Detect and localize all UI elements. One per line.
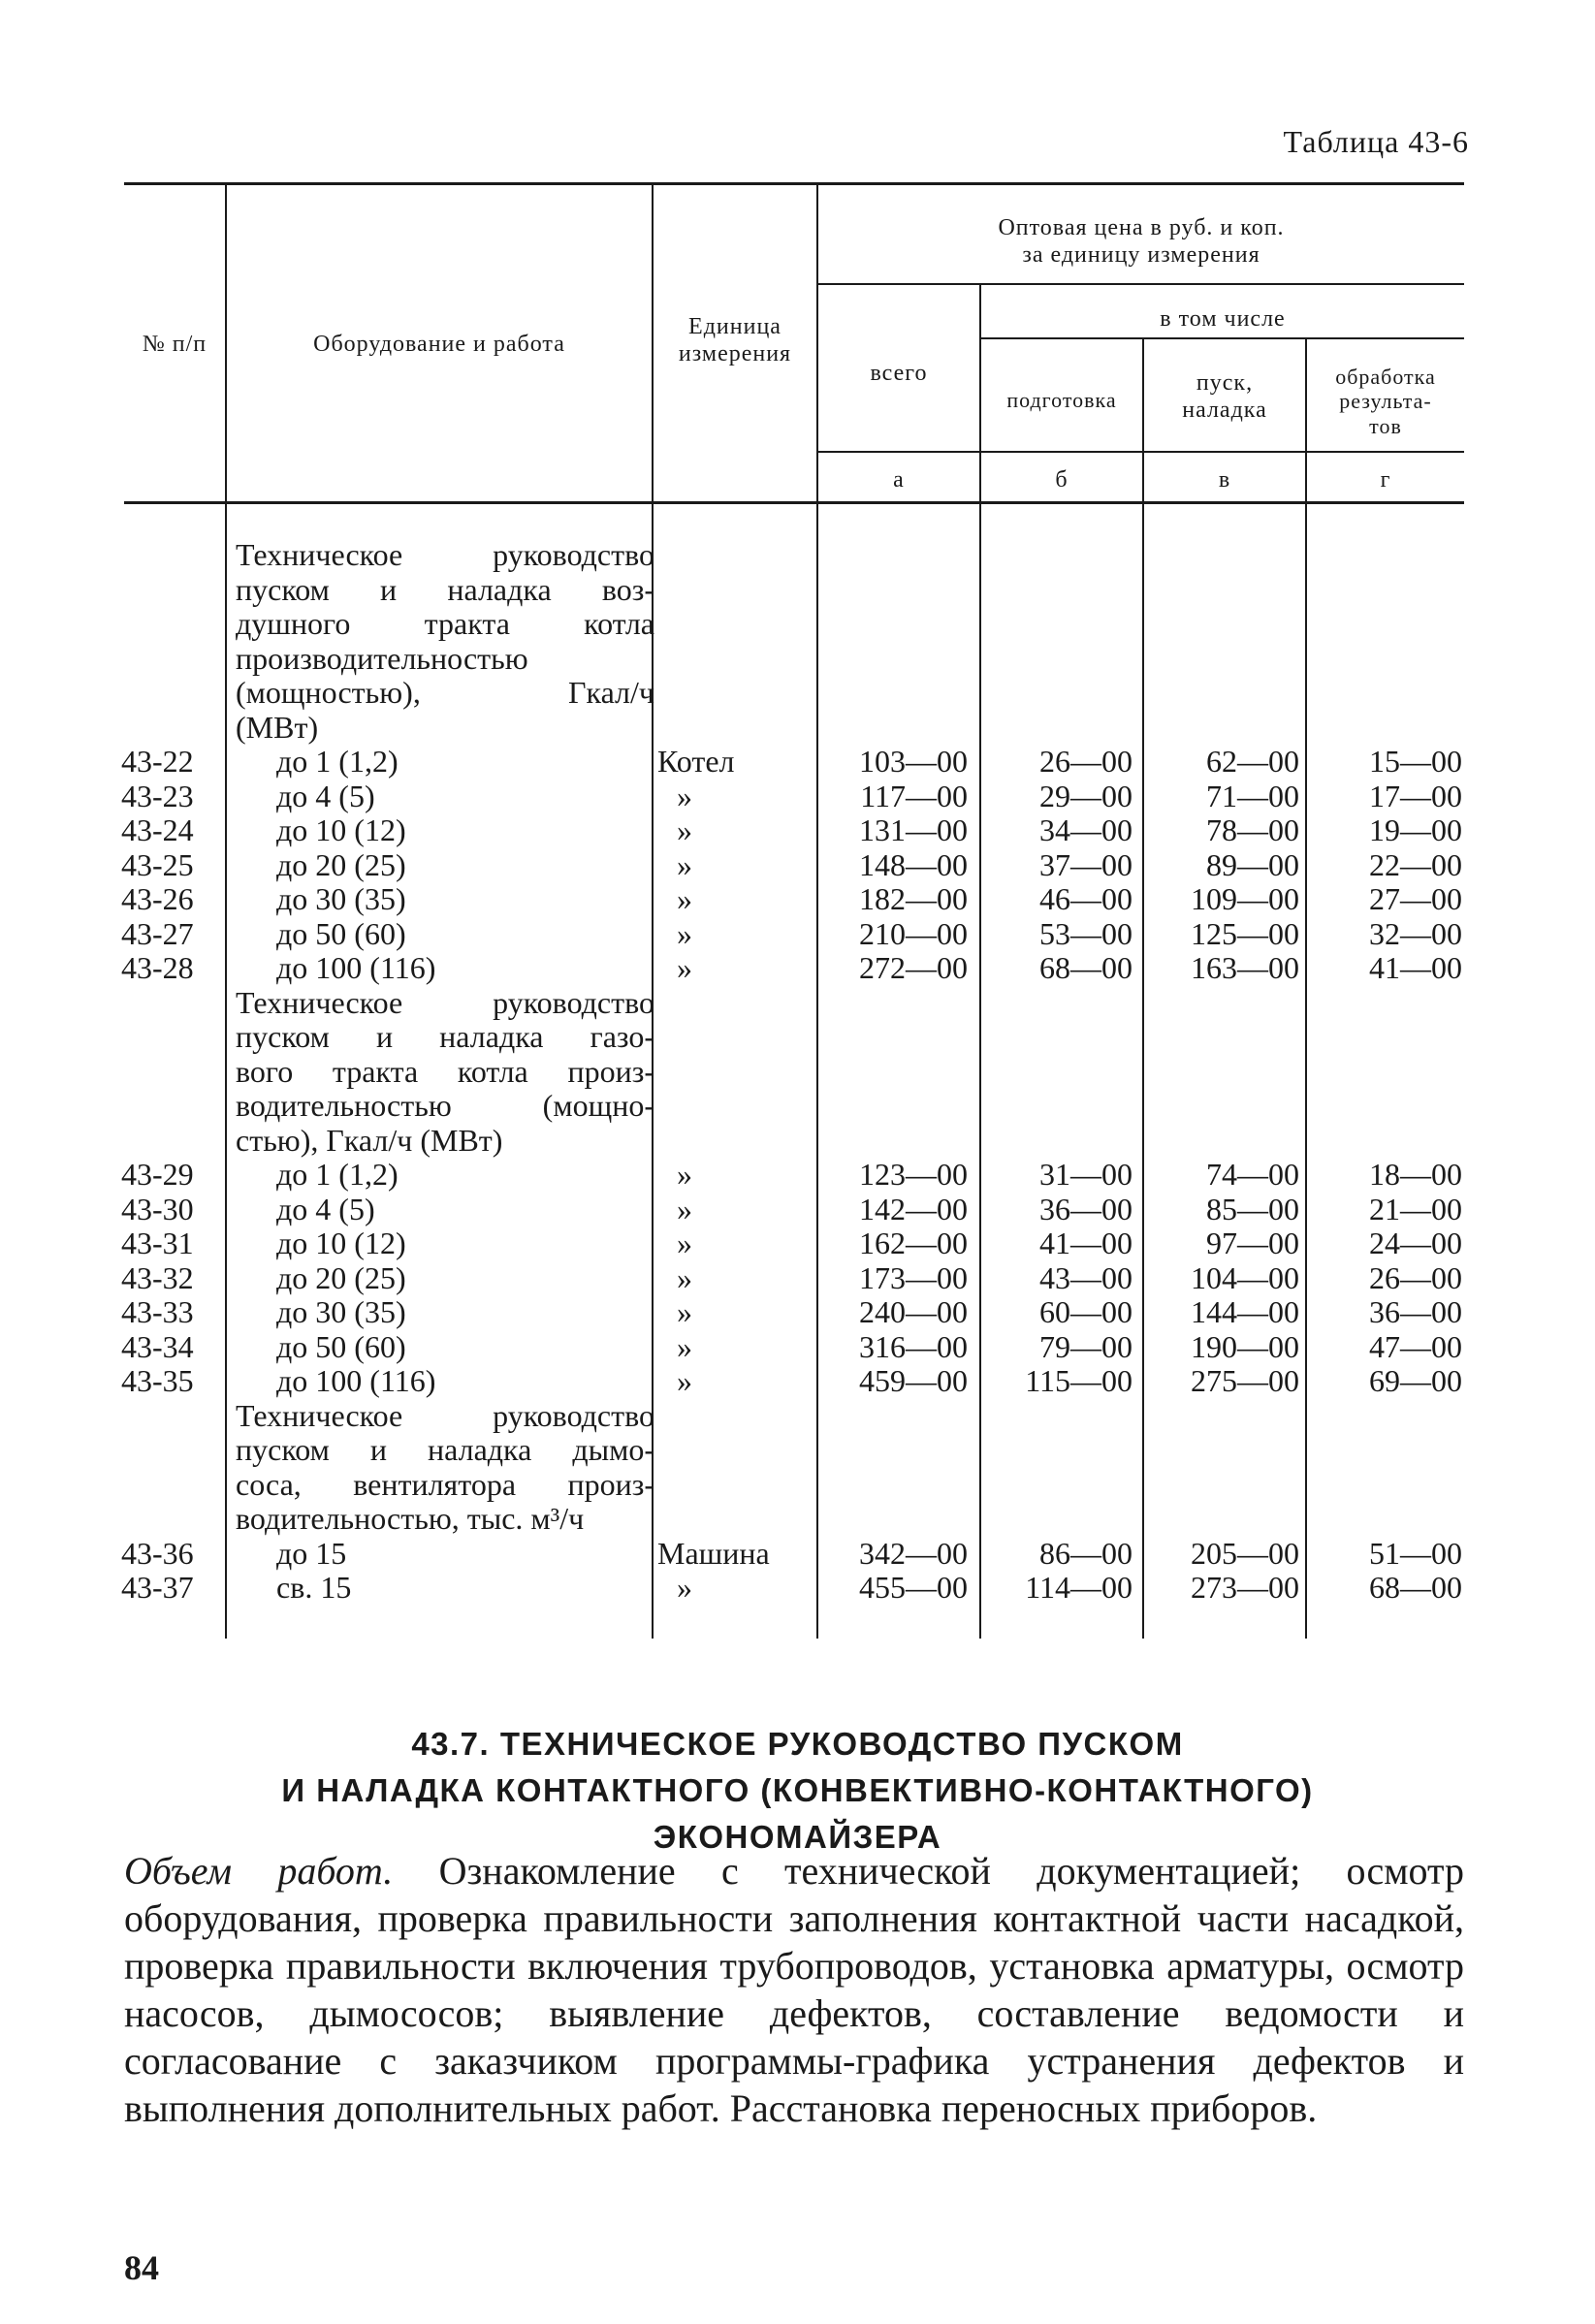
table-row xyxy=(0,848,1595,883)
row-price-prep: 34—00 xyxy=(1039,812,1132,847)
row-unit: » xyxy=(677,1328,692,1364)
row-price-prep: 53—00 xyxy=(1039,915,1132,951)
row-equipment: до 30 (35) xyxy=(276,1294,406,1329)
table-body xyxy=(0,538,1595,1606)
table-row xyxy=(0,882,1595,917)
row-number: 43-33 xyxy=(121,1294,194,1329)
header-start xyxy=(1144,370,1305,424)
row-price-start: 78—00 xyxy=(1206,812,1299,847)
table-row xyxy=(0,1193,1595,1227)
row-price-results: 36—00 xyxy=(1369,1294,1462,1329)
header-num: № п/п xyxy=(142,332,207,357)
row-price-start: 109—00 xyxy=(1191,881,1299,916)
group-heading-row xyxy=(0,1020,1595,1055)
row-number: 43-26 xyxy=(121,881,194,916)
group-heading-line: производительностью xyxy=(236,640,528,676)
row-price-start: 97—00 xyxy=(1206,1226,1299,1260)
table-row xyxy=(0,951,1595,986)
group-heading-line: стью), Гкал/ч (МВт) xyxy=(236,1122,503,1158)
row-unit: » xyxy=(677,1157,692,1192)
row-equipment: до 50 (60) xyxy=(276,915,406,951)
row-unit: Машина xyxy=(657,1535,770,1571)
price-group-rule xyxy=(816,283,1464,285)
row-price-prep: 115—00 xyxy=(1025,1363,1132,1398)
group-heading-line: (МВт) xyxy=(236,709,319,745)
group-heading-row xyxy=(0,642,1595,677)
including-rule xyxy=(979,337,1464,339)
row-price-prep: 29—00 xyxy=(1039,778,1132,813)
row-unit: » xyxy=(677,1294,692,1329)
row-unit: » xyxy=(677,778,692,813)
row-number: 43-29 xyxy=(121,1157,194,1192)
row-price-results: 22—00 xyxy=(1369,846,1462,882)
group-heading-line: пуском и наладка газо- xyxy=(236,1019,654,1054)
header-prep: подготовка xyxy=(1006,388,1117,412)
table-row xyxy=(0,1330,1595,1365)
header-price-group xyxy=(818,215,1464,269)
row-equipment: до 4 (5) xyxy=(276,778,375,813)
table-row xyxy=(0,1571,1595,1606)
header-code-v: в xyxy=(1218,467,1231,493)
row-price-total: 210—00 xyxy=(859,915,968,951)
table-row xyxy=(0,1261,1595,1296)
row-price-results: 41—00 xyxy=(1369,950,1462,985)
row-unit: » xyxy=(677,881,692,916)
row-number: 43-28 xyxy=(121,950,194,985)
table-label: Таблица 43-6 xyxy=(1283,124,1469,159)
group-heading-row xyxy=(0,607,1595,642)
body-text: Ознакомление с технической документацией; осмотр оборудования, проверка правильности заполнения контактной части насадкой, проверка правильности включения трубопроводов, установка арматуры, осмотр насосов, дымососов; выявление дефектов, составление ведомости и согласование с заказчиком программы-графика устранения дефектов и выполнения дополнительных работ. Расстановка переносных приборов. xyxy=(124,1849,1464,2130)
table-row xyxy=(0,1226,1595,1261)
row-unit: » xyxy=(677,1226,692,1260)
row-price-results: 68—00 xyxy=(1369,1570,1462,1605)
header-start-line1: пуск, xyxy=(1196,370,1254,396)
header-price-line2: за единицу измерения xyxy=(1022,241,1260,268)
row-unit: » xyxy=(677,950,692,985)
section-title-line2: И НАЛАДКА КОНТАКТНОГО (КОНВЕКТИВНО-КОНТАКТНОГО) xyxy=(281,1772,1314,1808)
row-price-start: 85—00 xyxy=(1206,1191,1299,1226)
group-heading-row xyxy=(0,538,1595,573)
row-price-start: 205—00 xyxy=(1191,1535,1299,1571)
row-equipment: до 20 (25) xyxy=(276,846,406,882)
header-total: всего xyxy=(870,361,928,386)
row-price-start: 74—00 xyxy=(1206,1157,1299,1192)
row-unit: » xyxy=(677,1570,692,1605)
row-price-results: 15—00 xyxy=(1369,744,1462,779)
section-title-line1: 43.7. ТЕХНИЧЕСКОЕ РУКОВОДСТВО ПУСКОМ xyxy=(411,1726,1184,1762)
group-heading-line: водительностью (мощно- xyxy=(236,1088,654,1123)
group-heading-row xyxy=(0,676,1595,711)
row-price-prep: 26—00 xyxy=(1039,744,1132,779)
row-price-results: 21—00 xyxy=(1369,1191,1462,1226)
row-price-prep: 79—00 xyxy=(1039,1328,1132,1364)
body-label: Объем работ. xyxy=(124,1849,394,1893)
table-row xyxy=(0,1295,1595,1330)
table-row xyxy=(0,780,1595,814)
page-number: 84 xyxy=(124,2248,159,2287)
row-price-start: 273—00 xyxy=(1191,1570,1299,1605)
row-number: 43-36 xyxy=(121,1535,194,1571)
section-title xyxy=(155,1721,1440,1861)
row-price-total: 123—00 xyxy=(859,1157,968,1192)
group-heading-row xyxy=(0,711,1595,746)
header-unit-line2: измерения xyxy=(678,340,792,366)
row-number: 43-23 xyxy=(121,778,194,813)
row-price-prep: 31—00 xyxy=(1039,1157,1132,1192)
row-number: 43-30 xyxy=(121,1191,194,1226)
row-price-prep: 37—00 xyxy=(1039,846,1132,882)
row-equipment: до 50 (60) xyxy=(276,1328,406,1364)
row-price-prep: 68—00 xyxy=(1039,950,1132,985)
row-equipment: св. 15 xyxy=(276,1570,352,1605)
group-heading-row xyxy=(0,1124,1595,1159)
row-price-total: 342—00 xyxy=(859,1535,968,1571)
row-number: 43-37 xyxy=(121,1570,194,1605)
row-price-results: 24—00 xyxy=(1369,1226,1462,1260)
row-price-total: 162—00 xyxy=(859,1226,968,1260)
row-price-results: 47—00 xyxy=(1369,1328,1462,1364)
row-price-total: 459—00 xyxy=(859,1363,968,1398)
row-number: 43-27 xyxy=(121,915,194,951)
row-price-prep: 36—00 xyxy=(1039,1191,1132,1226)
row-unit: » xyxy=(677,1259,692,1295)
section-body xyxy=(124,1847,1464,2132)
group-heading-line: душного тракта котла xyxy=(236,606,654,641)
row-price-total: 182—00 xyxy=(859,881,968,916)
row-price-total: 131—00 xyxy=(859,812,968,847)
row-price-results: 27—00 xyxy=(1369,881,1462,916)
row-price-total: 173—00 xyxy=(859,1259,968,1295)
row-price-total: 142—00 xyxy=(859,1191,968,1226)
row-price-total: 103—00 xyxy=(859,744,968,779)
header-unit-line1: Единица xyxy=(688,314,782,339)
row-price-results: 26—00 xyxy=(1369,1259,1462,1295)
group-heading-row xyxy=(0,1055,1595,1090)
group-heading-row xyxy=(0,1433,1595,1468)
row-price-results: 51—00 xyxy=(1369,1535,1462,1571)
row-unit: » xyxy=(677,1191,692,1226)
row-unit: » xyxy=(677,846,692,882)
row-price-results: 32—00 xyxy=(1369,915,1462,951)
header-code-g: г xyxy=(1380,467,1391,493)
row-number: 43-22 xyxy=(121,744,194,779)
row-price-prep: 41—00 xyxy=(1039,1226,1132,1260)
row-number: 43-31 xyxy=(121,1226,194,1260)
row-price-results: 17—00 xyxy=(1369,778,1462,813)
row-price-total: 272—00 xyxy=(859,950,968,985)
row-price-start: 275—00 xyxy=(1191,1363,1299,1398)
row-equipment: до 100 (116) xyxy=(276,1363,436,1398)
row-number: 43-32 xyxy=(121,1259,194,1295)
row-price-start: 163—00 xyxy=(1191,950,1299,985)
row-price-prep: 46—00 xyxy=(1039,881,1132,916)
table-row xyxy=(0,745,1595,780)
row-equipment: до 10 (12) xyxy=(276,812,406,847)
row-equipment: до 30 (35) xyxy=(276,881,406,916)
row-unit: » xyxy=(677,915,692,951)
group-heading-line: Техническое руководство xyxy=(236,537,654,572)
table-row xyxy=(0,1537,1595,1572)
subheader-rule xyxy=(816,451,1464,453)
group-heading-row xyxy=(0,1399,1595,1434)
group-heading-line: Техническое руководство xyxy=(236,984,654,1020)
row-equipment: до 20 (25) xyxy=(276,1259,406,1295)
header-code-b: б xyxy=(1055,467,1069,493)
row-unit: Котел xyxy=(657,744,735,779)
row-equipment: до 1 (1,2) xyxy=(276,1157,399,1192)
row-number: 43-35 xyxy=(121,1363,194,1398)
row-price-prep: 86—00 xyxy=(1039,1535,1132,1571)
row-unit: » xyxy=(677,1363,692,1398)
table-row xyxy=(0,1158,1595,1193)
row-price-total: 148—00 xyxy=(859,846,968,882)
group-heading-row xyxy=(0,1089,1595,1124)
table-row xyxy=(0,1364,1595,1399)
header-including: в том числе xyxy=(1160,306,1286,332)
group-heading-line: вого тракта котла произ- xyxy=(236,1053,654,1089)
row-number: 43-24 xyxy=(121,812,194,847)
header-results xyxy=(1307,365,1464,438)
row-price-start: 125—00 xyxy=(1191,915,1299,951)
row-equipment: до 15 xyxy=(276,1535,347,1571)
group-heading-line: Техническое руководство xyxy=(236,1397,654,1433)
row-price-results: 19—00 xyxy=(1369,812,1462,847)
header-unit xyxy=(654,314,816,367)
group-heading-row xyxy=(0,1502,1595,1537)
header-results-line3: тов xyxy=(1369,413,1402,438)
row-equipment: до 100 (116) xyxy=(276,950,436,985)
row-price-total: 240—00 xyxy=(859,1294,968,1329)
group-heading-row xyxy=(0,986,1595,1021)
row-price-start: 104—00 xyxy=(1191,1259,1299,1295)
row-unit: » xyxy=(677,812,692,847)
row-equipment: до 10 (12) xyxy=(276,1226,406,1260)
table-top-rule xyxy=(124,182,1464,185)
row-price-results: 69—00 xyxy=(1369,1363,1462,1398)
row-price-start: 190—00 xyxy=(1191,1328,1299,1364)
header-price-line1: Оптовая цена в руб. и коп. xyxy=(998,215,1285,240)
table-row xyxy=(0,813,1595,848)
row-price-start: 62—00 xyxy=(1206,744,1299,779)
table-row xyxy=(0,917,1595,952)
row-equipment: до 1 (1,2) xyxy=(276,744,399,779)
group-heading-line: водительностью, тыс. м³/ч xyxy=(236,1501,585,1536)
header-start-line2: наладка xyxy=(1182,397,1267,423)
group-heading-row xyxy=(0,1468,1595,1503)
header-results-line2: результа- xyxy=(1339,389,1432,414)
row-price-total: 455—00 xyxy=(859,1570,968,1605)
group-heading-row xyxy=(0,573,1595,608)
row-price-prep: 43—00 xyxy=(1039,1259,1132,1295)
header-bottom-rule xyxy=(124,501,1464,504)
row-number: 43-25 xyxy=(121,846,194,882)
row-price-prep: 60—00 xyxy=(1039,1294,1132,1329)
row-price-total: 117—00 xyxy=(860,778,968,813)
row-price-total: 316—00 xyxy=(859,1328,968,1364)
row-number: 43-34 xyxy=(121,1328,194,1364)
header-code-a: а xyxy=(893,467,905,493)
group-heading-line: пуском и наладка воз- xyxy=(236,571,654,607)
group-heading-line: соса, вентилятора произ- xyxy=(236,1466,654,1502)
section-title-line3: ЭКОНОМАЙЗЕРА xyxy=(653,1819,942,1855)
group-heading-line: пуском и наладка дымо- xyxy=(236,1432,654,1467)
row-price-start: 89—00 xyxy=(1206,846,1299,882)
row-price-start: 71—00 xyxy=(1206,778,1299,813)
header-equipment: Оборудование и работа xyxy=(313,332,565,357)
row-equipment: до 4 (5) xyxy=(276,1191,375,1226)
row-price-results: 18—00 xyxy=(1369,1157,1462,1192)
group-heading-line: (мощностью), Гкал/ч xyxy=(236,675,654,710)
row-price-prep: 114—00 xyxy=(1025,1570,1132,1605)
row-price-start: 144—00 xyxy=(1191,1294,1299,1329)
header-results-line1: обработка xyxy=(1335,365,1436,389)
